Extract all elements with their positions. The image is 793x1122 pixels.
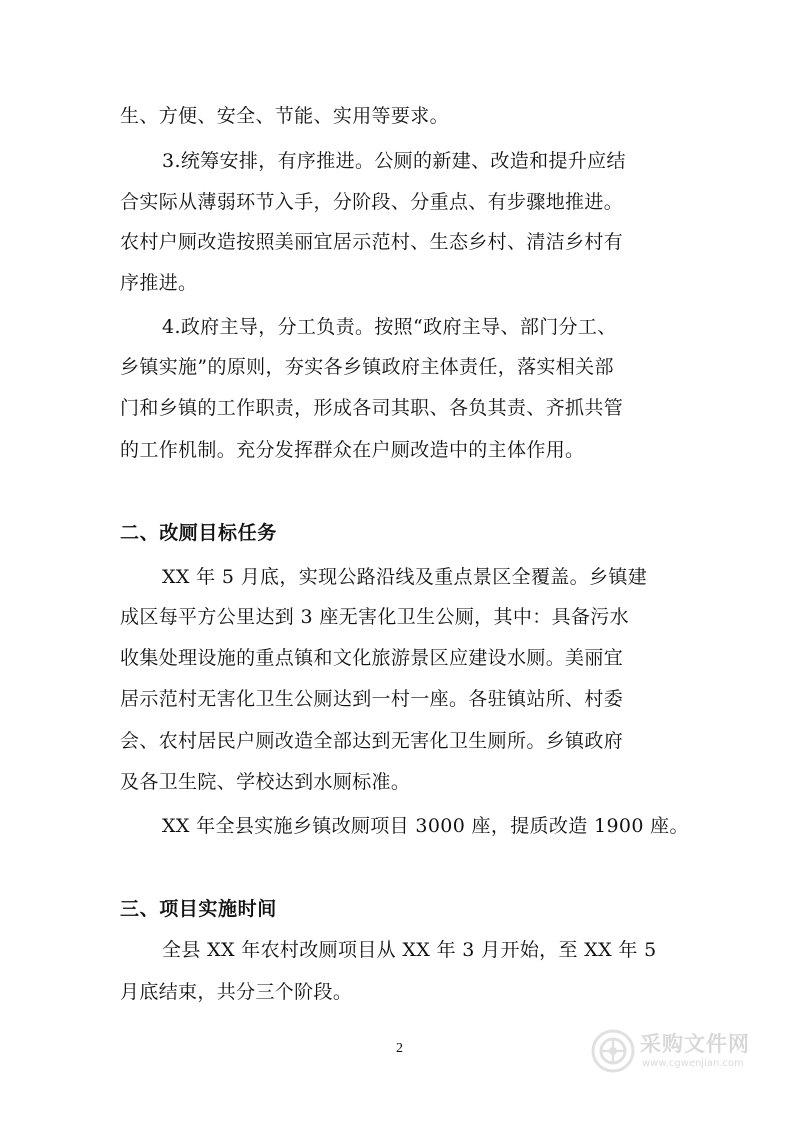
body-text-line: 月底结束，共分三个阶段。 (120, 981, 353, 1003)
body-text-line: 全县 XX 年农村改厕项目从 XX 年 3 月开始，至 XX 年 5 (162, 939, 657, 961)
body-text-line: 乡镇实施”的原则，夯实各乡镇政府主体责任，落实相关部 (120, 356, 614, 378)
watermark-url: www.cgwenjian.com (642, 1058, 744, 1069)
body-text-line: 合实际从薄弱环节入手，分阶段、分重点、有步骤地推进。 (120, 191, 624, 213)
watermark (590, 1024, 760, 1080)
body-text-line: 会、农村居民户厕改造全部达到无害化卫生厕所。乡镇政府 (120, 730, 624, 752)
body-text-line: 生、方便、安全、节能、实用等要求。 (120, 105, 449, 127)
section-heading: 三、项目实施时间 (120, 898, 277, 920)
body-text-line: 成区每平方公里达到 3 座无害化卫生公厕，其中：具备污水 (120, 606, 629, 628)
body-text-line: 及各卫生院、学校达到水厕标准。 (120, 771, 411, 793)
body-text-line: 农村户厕改造按照美丽宜居示范村、生态乡村、清洁乡村有 (120, 231, 624, 253)
body-text-line: XX 年 5 月底，实现公路沿线及重点景区全覆盖。乡镇建 (162, 566, 648, 588)
body-text-line: 4.政府主导，分工负责。按照“政府主导、部门分工、 (162, 316, 617, 338)
watermark-title: 采购文件网 (640, 1032, 750, 1056)
body-text-line: XX 年全县实施乡镇改厕项目 3000 座，提质改造 1900 座。 (162, 815, 689, 837)
body-text-line: 收集处理设施的重点镇和文化旅游景区应建设水厕。美丽宜 (120, 647, 624, 669)
body-text-line: 的工作机制。充分发挥群众在户厕改造中的主体作用。 (120, 439, 585, 461)
section-heading: 二、改厕目标任务 (120, 522, 277, 544)
body-text-line: 3.统筹安排，有序推进。公厕的新建、改造和提升应结 (162, 150, 626, 172)
page-number: 2 (396, 1041, 403, 1056)
body-text-line: 居示范村无害化卫生公厕达到一村一座。各驻镇站所、村委 (120, 688, 624, 710)
body-text-line: 序推进。 (120, 272, 198, 294)
body-text-line: 门和乡镇的工作职责，形成各司其职、各负其责、齐抓共管 (120, 397, 624, 419)
cgwenjian-logo-icon (590, 1028, 636, 1074)
